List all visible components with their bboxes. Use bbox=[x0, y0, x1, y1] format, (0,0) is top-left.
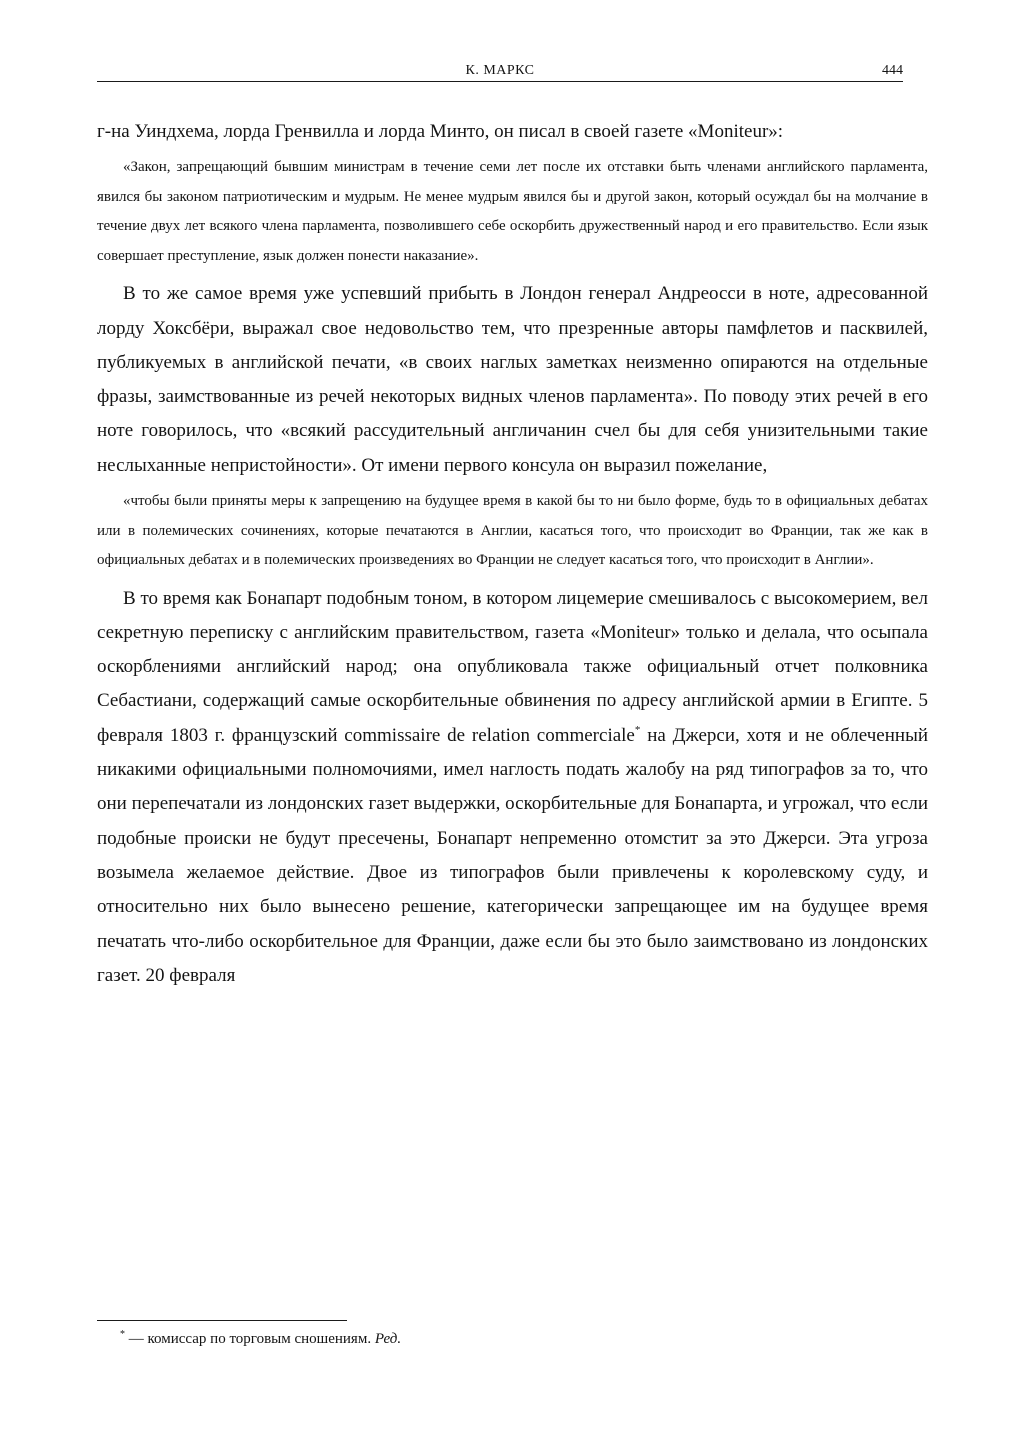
main-text bbox=[97, 115, 928, 993]
paragraph-1: г-на Уиндхема, лорда Гренвилла и лорда Минто, он писал в своей газете «Moniteur»: bbox=[97, 121, 784, 142]
header-author: К. МАРКС bbox=[465, 63, 535, 78]
paragraph-3-part-2: на Джерси, хотя и не облеченный никакими официальными полномочиями, имел наглость подать жалобу на ряд типографов за то, что они перепечатали из лондонских газет выдержки, оскорбительные для Бонапарта, и угрожал, что если подобные происки не будут пресечены, Бонапарт непременно отомстит за это Джерси. Эта угроза возымела желаемое действие. Двое из типографов были привлечены к королевскому суду, и относительно них было вынесено решение, категорически запрещающее им на будущее время печатать что-либо оскорбительное для Франции, даже если бы это было заимствовано из лондонских газет. 20 февраля bbox=[97, 724, 929, 986]
paragraph-2: В то же самое время уже успевший прибыть в Лондон генерал Андреосси в ноте, адресованной лорду Хоксбёри, выражал свое недовольство тем, что презренные авторы памфлетов и пасквилей, публикуемых в английской печати, «в своих наглых заметках неизменно опираются на отдельные фразы, заимствованные из речей некоторых видных членов парламента». По поводу этих речей в его ноте говорилось, что «всякий рассудительный англичанин счел бы для себя унизительными такие неслыханные непристойности». От имени первого консула он выразил пожелание, bbox=[97, 283, 928, 476]
footnote-editor-tag: Ред. bbox=[374, 1331, 402, 1347]
page-number: 444 bbox=[882, 63, 903, 78]
footnote-ref-marker[interactable]: * bbox=[634, 723, 641, 736]
paragraph-3-part-1: В то время как Бонапарт подобным тоном, в котором лицемерие смешивалось с высокомерием, вел секретную переписку с английским правительством, газета «Moniteur» только и делала, что осыпала оскорблениями английский народ; она опубликовала также официальный отчет полковника Себастиани, содержащий самые оскорбительные обвинения по адресу английской армии в Египте. 5 февраля 1803 г. французский commissaire de relation commerciale bbox=[97, 587, 928, 746]
paragraph-3 bbox=[97, 582, 928, 994]
block-quote-1: «Закон, запрещающий бывшим министрам в течение семи лет после их отставки быть членами английского парламента, явился бы законом патриотическим и мудрым. Не менее мудрым явился бы и другой закон, который осуждал бы на молчание в течение двух лет всякого члена парламента, позволившего себе оскорбить дружественный народ и его правительство. Если язык совершает преступление, язык должен понести наказание». bbox=[97, 159, 928, 264]
block-quote-2: «чтобы были приняты меры к запрещению на будущее время в какой бы то ни было форме, будь то в официальных дебатах или в полемических сочинениях, которые печатаются в Англии, касаться того, что происходит во Франции, так же как в официальных дебатах и в полемических произведениях во Франции не следует касаться того, что происходит в Англии». bbox=[97, 493, 928, 569]
footnote-text: — комиссар по торговым сношениям. bbox=[125, 1331, 375, 1347]
running-header bbox=[97, 62, 903, 82]
footnote-separator bbox=[97, 1320, 347, 1321]
footnote-marker: * bbox=[120, 1329, 125, 1340]
footnote bbox=[120, 1327, 820, 1351]
